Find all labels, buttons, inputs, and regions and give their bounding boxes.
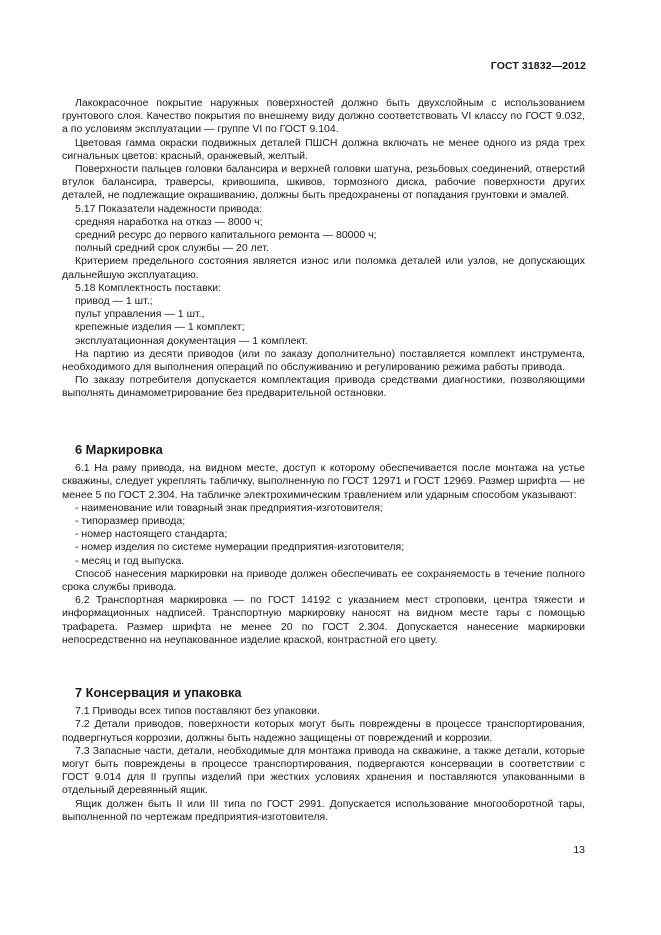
- list-item: - номер изделия по системе нумерации предприятия-изготовителя;: [75, 541, 405, 554]
- paragraph-marking-method: Способ нанесения маркировки на приводе должен обеспечивать ее сохраняемость в течение полного срока службы привода.: [62, 567, 585, 594]
- list-item: крепежные изделия — 1 комплект;: [75, 321, 245, 334]
- clause-7-2: 7.2 Детали приводов, поверхности которых могут быть повреждены в процессе транспортирования, подвергнуться коррозии, должны быть надежно защищены от повреждений и коррозии.: [62, 718, 585, 744]
- paragraph-diagnostics: По заказу потребителя допускается комплектация привода средствами диагностики, позволяющими выполнять динамометрирование без предварительной остановки.: [62, 374, 585, 400]
- list-item: - месяц и год выпуска.: [75, 554, 185, 567]
- list-item: - наименование или товарный знак предприятия-изготовителя;: [75, 501, 383, 514]
- clause-6-1: 6.1 На раму привода, на видном месте, доступ к которому обеспечивается после монтажа на устье скважины, следует укреплять табличку, выполненную по ГОСТ 12971 и ГОСТ 12969. Размер шрифта — не менее 5 по ГОСТ 2.304. На табличке электрохимическим травлением или ударным способом указывают:: [62, 462, 585, 501]
- list-item: пульт управления — 1 шт.,: [75, 308, 205, 321]
- list-item: эксплуатационная документация — 1 комплект.: [75, 334, 308, 347]
- clause-6-2: 6.2 Транспортная маркировка — по ГОСТ 14192 с указанием мест строповки, центра тяжести и информационных надписей. Транспортную маркировку наносят на видном месте тары с помощью трафарета. Размер шрифта не менее 20 по ГОСТ 2.304. Допускается нанесение маркировки непосредственно на неупакованное изделие краской, контрастной его цвету.: [62, 594, 585, 646]
- paragraph-color-range: Цветовая гамма окраски подвижных деталей ПШСН должна включать не менее одного из ряда трех сигнальных цветов: красный, оранжевый, желтый.: [62, 136, 585, 162]
- paragraph-protected-surfaces: Поверхности пальцев головки балансира и верхней головки шатуна, резьбовых соединений, отверстий втулок балансира, траверсы, кривошипа, шкивов, тормозного диска, рабочие поверхности других деталей, не подлежащие окрашиванию, должны быть предохранены от попадания грунтовки и эмалей.: [62, 163, 585, 202]
- paragraph-tool-kit: На партию из десяти приводов (или по заказу дополнительно) поставляется комплект инструмента, необходимого для выполнения операций по обслуживанию и регулированию режима работы привода.: [62, 347, 585, 374]
- clause-5-18-title: 5.18 Комплектность поставки:: [75, 281, 222, 294]
- clause-7-3: 7.3 Запасные части, детали, необходимые для монтажа привода на скважине, а также детали, которые могут быть повреждены в процессе транспортирования, подвергаются консервации в соответствии с ГОСТ 9.014 для II группы изделий при жестких условиях хранения и поставляются упакованными в отдельный деревянный ящик.: [62, 744, 585, 797]
- section-7: [62, 686, 585, 824]
- list-item: - номер настоящего стандарта;: [75, 528, 228, 541]
- section-6: [62, 443, 585, 647]
- list-item: средняя наработка на отказ — 8000 ч;: [75, 215, 263, 228]
- list-item: - типоразмер привода;: [75, 515, 186, 528]
- paragraph-coating: Лакокрасочное покрытие наружных поверхностей должно быть двухслойным с использованием грунтового слоя. Качество покрытия по внешнему виду должно соответствовать VI классу по ГОСТ 9.032, а по условиям эксплуатации — группе VI по ГОСТ 9.104.: [62, 97, 585, 136]
- clause-5-17-title: 5.17 Показатели надежности привода:: [75, 202, 263, 215]
- page-header-standard: ГОСТ 31832—2012: [490, 60, 586, 72]
- list-item: полный средний срок службы — 20 лет.: [75, 242, 269, 255]
- page-number: 13: [573, 844, 585, 856]
- section-5-continued: [62, 97, 585, 401]
- list-item: привод — 1 шт.;: [75, 295, 153, 308]
- clause-7-1: 7.1 Приводы всех типов поставляют без упаковки.: [75, 705, 320, 718]
- paragraph-box-type: Ящик должен быть II или III типа по ГОСТ 2991. Допускается использование многооборотной тары, выполненной по чертежам предприятия-изготовителя.: [62, 797, 585, 823]
- section-6-heading: 6 Маркировка: [75, 442, 163, 457]
- list-item: средний ресурс до первого капитального ремонта — 80000 ч;: [75, 229, 377, 242]
- section-7-heading: 7 Консервация и упаковка: [75, 685, 242, 700]
- paragraph-criterion: Критерием предельного состояния является износ или поломка деталей или узлов, не допускающих дальнейшую эксплуатацию.: [62, 255, 585, 281]
